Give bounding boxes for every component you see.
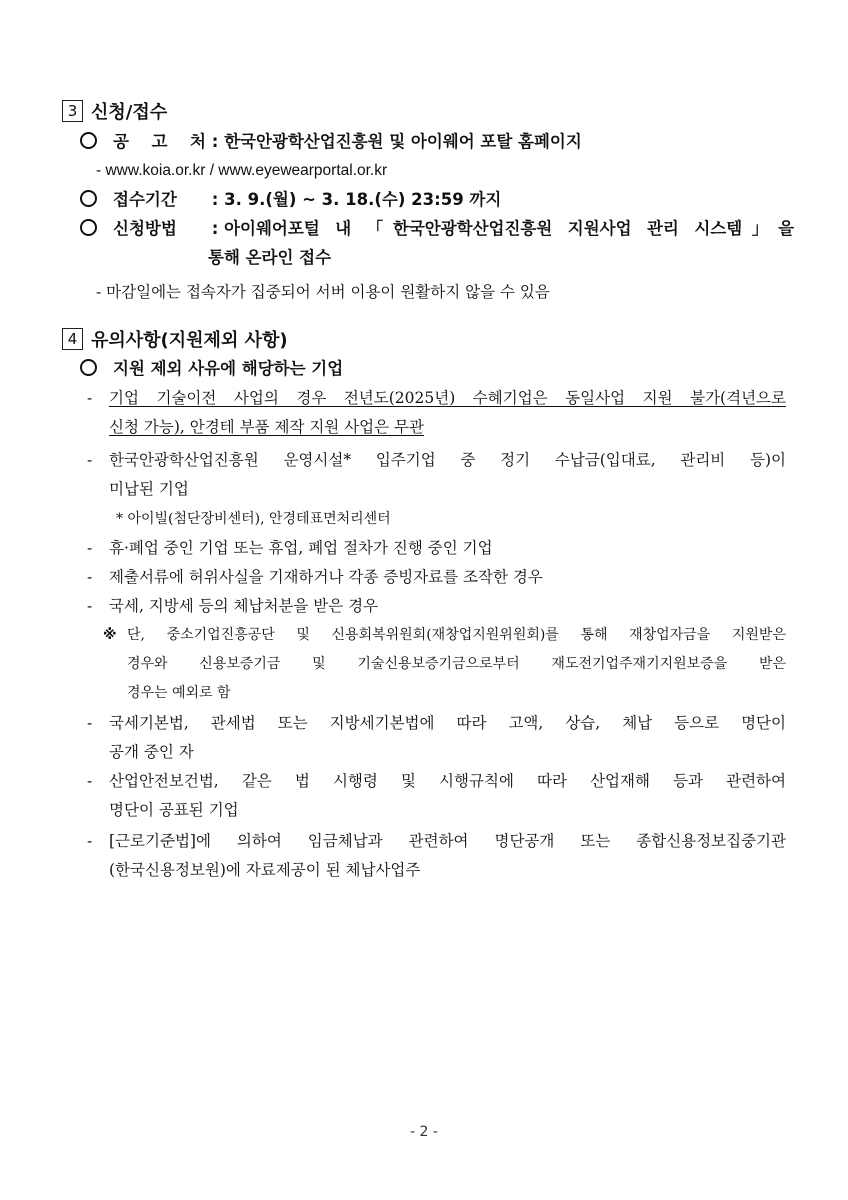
section-title: 신청/접수 <box>91 102 168 123</box>
reference-mark-icon: ※ <box>103 627 117 643</box>
bullet-item-announcer: 공 고 처 : 한국안광학산업진흥원 및 아이웨어 포탈 홈페이지 <box>80 130 582 154</box>
section-title: 유의사항(지원제외 사항) <box>91 330 288 351</box>
section-number-box: 3 <box>62 100 83 122</box>
dash-marker: - <box>87 539 93 557</box>
deadline-note: - 마감일에는 접속자가 집중되어 서버 이용이 원활하지 않을 수 있음 <box>96 283 550 301</box>
dash-marker: - <box>87 772 93 790</box>
dash-marker: - <box>87 568 93 586</box>
exclusion-item-1-line-1: 기업 기술이전 사업의 경우 전년도(2025년) 수혜기업은 동일사업 지원 불가(격년으로 <box>109 389 786 407</box>
exclusion-item-2-line-2: 미납된 기업 <box>109 480 189 498</box>
section-4-heading <box>62 326 288 352</box>
circle-bullet-icon <box>80 359 97 376</box>
page-number: - 2 - <box>410 1124 438 1140</box>
exception-note-line-2: 경우와 신용보증기금 및 기술신용보증기금으로부터 재도전기업주재기지원보증을 받은 <box>127 656 786 672</box>
exclusion-item-7-line-2: 명단이 공표된 기업 <box>109 801 239 819</box>
exclusion-item-6-line-1: 국세기본법, 관세법 또는 지방세기본법에 따라 고액, 상습, 체납 등으로 명단이 <box>109 714 786 732</box>
exclusion-subtitle: 지원 제외 사유에 해당하는 기업 <box>80 357 343 381</box>
exclusion-item-2-line-1: 한국안광학산업진흥원 운영시설* 입주기업 중 정기 수납금(입대료, 관리비 등)이 <box>109 451 786 469</box>
bullet-item-method: 신청방법 : 아이웨어포털 내 「한국안광학산업진흥원 지원사업 관리 시스템」을 <box>80 217 794 241</box>
exclusion-item-3: 휴·폐업 중인 기업 또는 휴업, 폐업 절차가 진행 중인 기업 <box>109 539 493 557</box>
section-3-heading <box>62 98 167 124</box>
section-number-box: 4 <box>62 328 83 350</box>
exclusion-item-6-line-2: 공개 중인 자 <box>109 743 194 761</box>
exclusion-item-1-line-2: 신청 가능), 안경테 부품 제작 지원 사업은 무관 <box>109 418 424 436</box>
exclusion-item-8-line-2: (한국신용정보원)에 자료제공이 된 체납사업주 <box>109 861 421 879</box>
exception-note-line-1: 단, 중소기업진흥공단 및 신용회복위원회(재창업지원위원회)를 통해 재창업자금을 지원받은 <box>127 627 786 643</box>
method-continuation: 통해 온라인 접수 <box>208 248 332 267</box>
exclusion-item-8-line-1: [근로기준법]에 의하여 임금체납과 관련하여 명단공개 또는 종합신용정보집중기관 <box>109 832 786 850</box>
dash-marker: - <box>87 451 93 469</box>
exception-note-line-3: 경우는 예외로 함 <box>127 685 231 701</box>
circle-bullet-icon <box>80 219 97 236</box>
circle-bullet-icon <box>80 132 97 149</box>
url-list: - www.koia.or.kr / www.eyewearportal.or.kr <box>96 162 388 179</box>
exclusion-item-4: 제출서류에 허위사실을 기재하거나 각종 증빙자료를 조작한 경우 <box>109 568 543 586</box>
dash-marker: - <box>87 832 93 850</box>
dash-marker: - <box>87 389 93 407</box>
exclusion-item-5: 국세, 지방세 등의 체납처분을 받은 경우 <box>109 597 379 615</box>
circle-bullet-icon <box>80 190 97 207</box>
dash-marker: - <box>87 597 93 615</box>
bullet-item-period: 접수기간 : 3. 9.(월) ~ 3. 18.(수) 23:59 까지 <box>80 188 501 212</box>
dash-marker: - <box>87 714 93 732</box>
facility-footnote: * 아이빌(첨단장비센터), 안경테표면처리센터 <box>116 511 391 527</box>
exclusion-item-7-line-1: 산업안전보건법, 같은 법 시행령 및 시행규칙에 따라 산업재해 등과 관련하여 <box>109 772 786 790</box>
